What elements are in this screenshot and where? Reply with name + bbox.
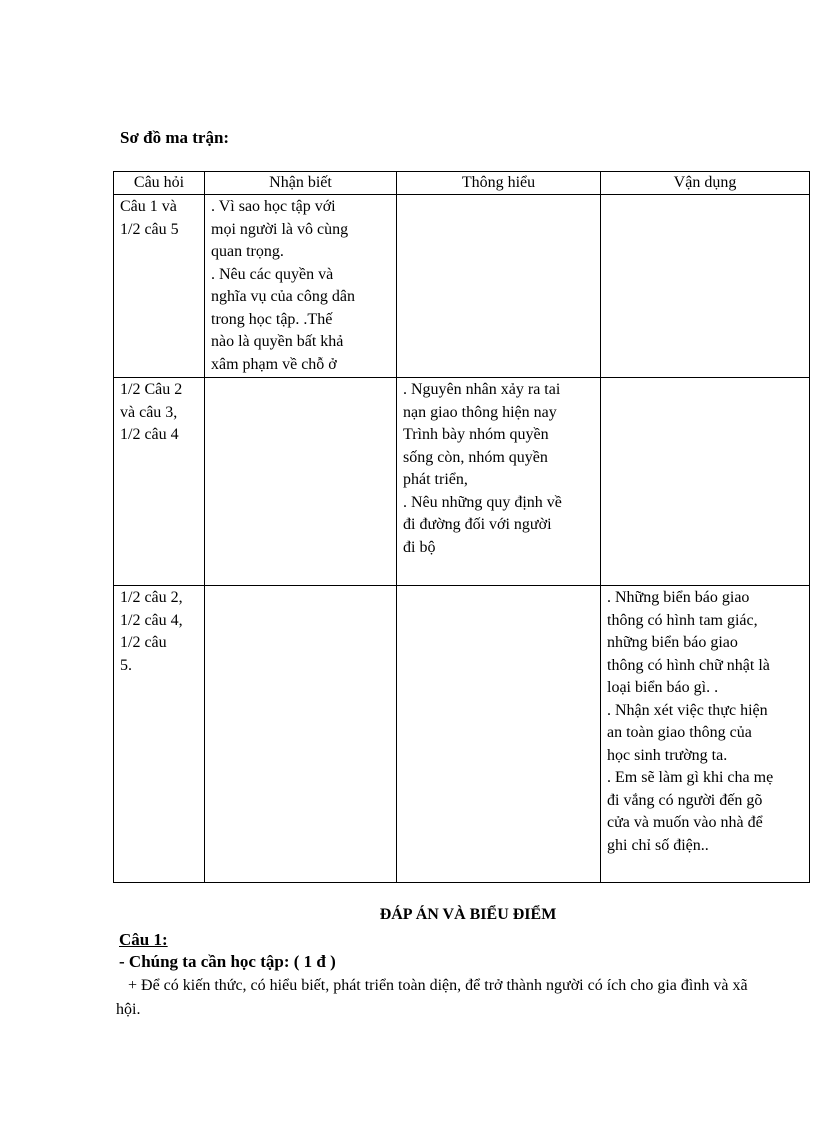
header-cau-hoi: Câu hỏi: [114, 172, 205, 195]
cell-text-line: cửa và muốn vào nhà để: [607, 814, 763, 831]
cell-text-line: . Những biển báo giao: [607, 589, 750, 606]
answer-text: + Để có kiến thức, có hiểu biết, phát triển toàn diện, để trở thành người có ích cho gia đình và xã hội.: [116, 977, 748, 1018]
cell-text-line: 1/2 câu 4,: [120, 611, 183, 629]
cell-text-line: nghĩa vụ của công dân: [211, 288, 355, 305]
cell-text-line: trong học tập. .Thế: [211, 310, 333, 328]
cell-text-line: và câu 3,: [120, 403, 178, 421]
cell-text-line: đi bộ: [403, 538, 436, 556]
cell-text-line: ghi chỉ số điện..: [607, 836, 709, 854]
matrix-table: [113, 171, 810, 883]
cell-text-line: phát triển,: [403, 471, 468, 488]
cell-nhan-biet: [205, 378, 397, 586]
cell-text-line: thông có hình tam giác,: [607, 611, 758, 629]
cell-nhan-biet: [205, 195, 397, 378]
matrix-header-row: [114, 172, 810, 195]
matrix-row: [114, 586, 810, 883]
cell-text-line: 1/2 câu 4: [120, 426, 179, 443]
answer-section-title: ĐÁP ÁN VÀ BIỂU ĐIỂM: [379, 906, 557, 923]
cell-text-line: nào là quyền bất khả: [211, 333, 344, 350]
cell-thong-hieu: [397, 195, 601, 378]
cell-thong-hieu: [397, 378, 601, 586]
cell-text-line: 1/2 Câu 2: [120, 381, 183, 398]
cell-van-dung: [601, 378, 810, 586]
cell-text-line: Trình bày nhóm quyền: [403, 426, 549, 443]
cell-text-line: học sinh trường ta.: [607, 746, 728, 764]
header-nhan-biet: Nhận biết: [205, 172, 397, 195]
cell-text-line: thông có hình chữ nhật là: [607, 656, 770, 674]
cell-text-line: quan trọng.: [211, 243, 284, 260]
cell-text-line: loại biển báo gì. .: [607, 679, 719, 696]
cell-nhan-biet: [205, 586, 397, 883]
cell-text-line: đi đường đối với người: [403, 516, 552, 533]
cell-text-line: . Vì sao học tập với: [211, 198, 336, 215]
header-thong-hieu: Thông hiểu: [397, 172, 601, 195]
cell-text-line: mọi người là vô cùng: [211, 220, 349, 238]
cell-text-line: đi vắng có người đến gõ: [607, 791, 763, 809]
cell-text-line: . Em sẽ làm gì khi cha mẹ: [607, 769, 774, 786]
cell-text-line: 1/2 câu: [120, 634, 167, 651]
cell-text-line: 1/2 câu 2,: [120, 589, 183, 606]
page-heading: Sơ đồ ma trận:: [120, 128, 230, 147]
answer-subheading: - Chúng ta cần học tập: ( 1 đ ): [119, 952, 336, 971]
cell-van-dung: [601, 195, 810, 378]
cell-text-line: xâm phạm về chỗ ở: [211, 355, 337, 373]
matrix-row: [114, 378, 810, 586]
cell-text-line: Câu 1 và: [120, 198, 177, 215]
cell-text-line: nạn giao thông hiện nay: [403, 403, 557, 421]
cell-text-line: . Nhận xét việc thực hiện: [607, 701, 768, 719]
cell-text-line: . Nêu những quy định về: [403, 493, 562, 511]
cell-cau-hoi: [114, 195, 205, 378]
cell-text-line: . Nêu các quyền và: [211, 265, 334, 283]
cell-text-line: . Nguyên nhân xảy ra tai: [403, 381, 561, 398]
cell-text-line: 5.: [120, 656, 132, 674]
cell-text-line: sống còn, nhóm quyền: [403, 448, 548, 466]
cell-thong-hieu: [397, 586, 601, 883]
cell-cau-hoi: [114, 378, 205, 586]
cell-text-line: an toàn giao thông của: [607, 724, 752, 741]
cell-text-line: 1/2 câu 5: [120, 220, 179, 238]
cell-van-dung: [601, 586, 810, 883]
cell-cau-hoi: [114, 586, 205, 883]
matrix-row: [114, 195, 810, 378]
question-label: Câu 1:: [119, 930, 168, 949]
header-van-dung: Vận dụng: [601, 172, 810, 195]
cell-text-line: những biển báo giao: [607, 634, 738, 651]
